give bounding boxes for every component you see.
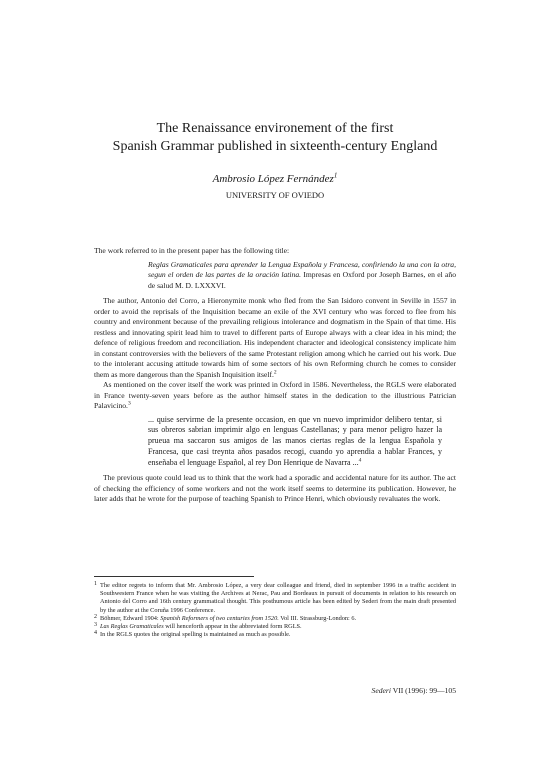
footnote-marker-4: 4 xyxy=(358,457,362,464)
footnote-text: In the RGLS quotes the original spelling is maintained as much as possible. xyxy=(100,631,291,639)
quote-italic-part: Reglas Gramaticales para aprender la Lengua Española y Francesa, confiriendo la una con la otra, segun el orden de las partes de la oración latina. xyxy=(148,259,456,279)
dedication-quote xyxy=(148,415,442,469)
journal-volume-pages: VII (1996): 99—105 xyxy=(390,686,456,695)
footnote-text-italic: Spanish Reformers of two centuries from 1520. xyxy=(160,614,279,622)
footnote-number: 4 xyxy=(94,630,97,637)
footnote-text-italic: Las Reglas Gramaticales xyxy=(100,623,164,631)
quote-imprint-part: Impresas en Oxford por Joseph Barnes, en el año de salud M. D. LXXXVI. xyxy=(148,270,456,290)
title-line-1: The Renaissance environement of the first xyxy=(156,121,394,136)
footnote-number: 2 xyxy=(94,613,97,620)
dedication-quote-text: ... quise servirme de la presente occasion, en que vn nuevo imprimidor delibero tentar, si sus obreros sabrian imprimir algo en lenguas Castellanas; y para menor peligro hazer la prueua ma saccaron sus amigos de las manos ciertas reglas de la lengua Española y Francesa, que casi treynta años pasados recogi, cuando yo aprendia a hablar Frances, y enseñaba el lenguage Español, al rey Don Henrique de Navarra ... xyxy=(148,414,442,467)
footnote-text xyxy=(100,615,456,623)
paragraph-analysis: The previous quote could lead us to think that the work had a sporadic and accidental nature for its author. The act of checking the efficiency of some workers and not the work itself seems to determine its publication. However, he later adds that he wrote for the purpose of teaching Spanish to Prince Henri, which obviously revaluates the work. xyxy=(94,473,456,504)
footnote-4 xyxy=(94,631,456,639)
footnote-text-post: Vol III. Strassburg-London: 6. xyxy=(278,614,357,622)
journal-reference xyxy=(300,686,456,695)
author-text: Ambrosio López Fernández xyxy=(212,173,334,185)
footnote-number: 1 xyxy=(94,581,97,587)
author-footnote-marker: 1 xyxy=(333,171,338,180)
footnotes xyxy=(94,582,456,639)
footnote-divider xyxy=(94,576,254,577)
title-line-2: Spanish Grammar published in sixteenth-century England xyxy=(112,139,438,154)
paragraph-author-text: The author, Antonio del Corro, a Hieronymite monk who fled from the San Isidoro convent in Seville in 1557 in order to avoid the reprisals of the Inquisition became an exile of the XVI century who was forced to flee from his country and environment because of the prevailing religious intolerance and dogmatism in the Spain of that time. His restless and innovating spirit lead him to travel to different parts of Europe always with a clear idea in his mind; the defence of religious freedom and reconciliation. His independent character and ideological consistency implicate him in constant controversies with the believers of the same Protestant religion among which he carried out his work. Due to the intolerant accusing attitude towards him of some sectors of his own Reforming church he comes to consider them as more dangerous than the Spanish Inquisition itself. xyxy=(94,296,456,379)
paper-title xyxy=(60,120,490,156)
footnote-number: 3 xyxy=(94,622,97,629)
paragraph-printing-text: As mentioned on the cover itself the work was printed in Oxford in 1586. Nevertheless, the RGLS were elaborated in France twenty-seven years before as the author himself states in the dedication to the illustrious Patrician Palavicino. xyxy=(94,380,456,410)
body-text xyxy=(94,246,456,505)
footnote-2 xyxy=(94,615,456,623)
footnote-text: The editor regrets to inform that Mr. Ambrosio López, a very dear colleague and friend, died in september 1996 in a traffic accident in Southwestern France when he was visiting the Archives at Nerac, Pau and Bordeaux in pursuit of documents in relation to his research on Antonio del Corro and 16th century grammatical thought. This posthumous article has been edited by Sederi from the main draft presented by the author at the Coruña 1996 Conference. xyxy=(100,582,456,614)
footnote-marker-3: 3 xyxy=(127,400,131,407)
paragraph-author xyxy=(94,296,456,380)
author-affiliation: UNIVERSITY OF OVIEDO xyxy=(225,190,325,200)
paragraph-intro: The work referred to in the present paper has the following title: xyxy=(94,246,290,255)
footnote-text-post: will henceforth appear in the abbreviated form RGLS. xyxy=(163,623,302,631)
footnote-text-pre: Böhmer, Edward 1904: xyxy=(100,614,161,622)
footnote-1 xyxy=(94,582,456,615)
footnote-3 xyxy=(94,623,456,631)
footnote-text xyxy=(100,623,456,631)
footnote-marker-2: 2 xyxy=(273,368,277,375)
journal-name: Sederi xyxy=(371,686,391,695)
paragraph-printing xyxy=(94,380,456,412)
title-quote xyxy=(148,260,456,292)
author-name xyxy=(60,173,490,185)
